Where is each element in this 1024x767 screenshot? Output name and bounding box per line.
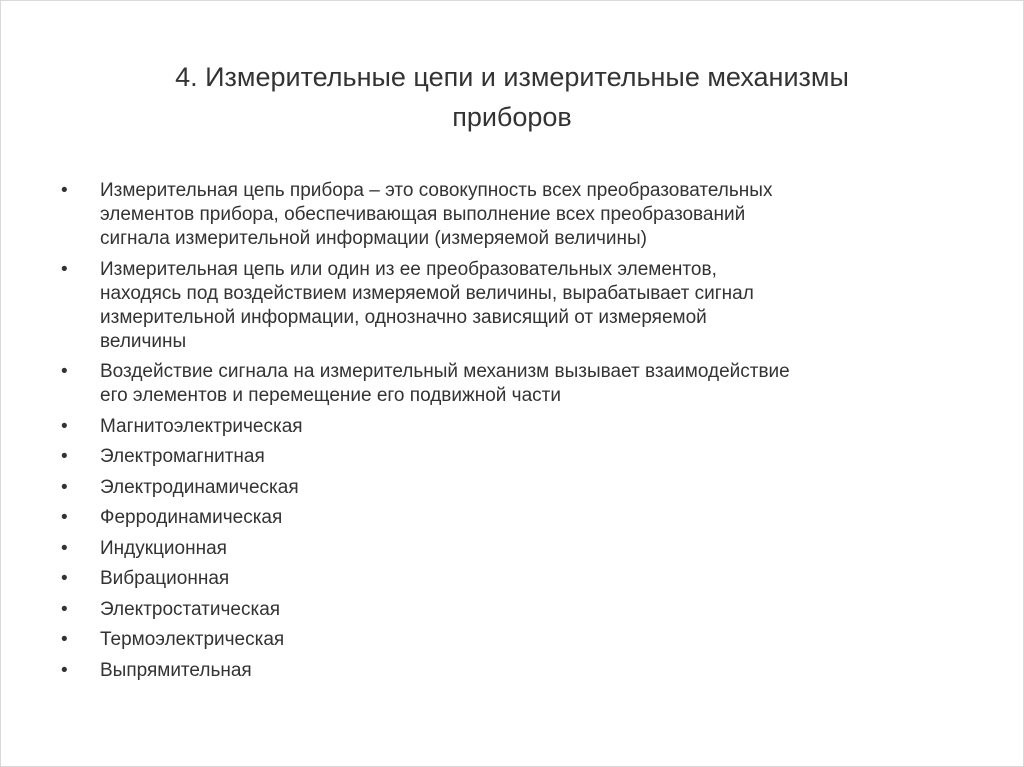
bullet-dot-icon: • xyxy=(61,659,68,681)
bullet-item xyxy=(61,179,981,251)
bullet-text-line: измерительной информации, однозначно зависящий от измеряемой xyxy=(100,306,707,328)
bullet-item xyxy=(61,476,981,500)
title-line-2: приборов xyxy=(452,102,572,132)
bullet-text-line: Измерительная цепь прибора – это совокупность всех преобразовательных xyxy=(100,180,773,201)
title-line-1: 4. Измерительные цепи и измерительные механизмы xyxy=(175,62,849,92)
slide-title xyxy=(61,57,963,137)
bullet-dot-icon: • xyxy=(61,476,68,498)
bullet-dot-icon: • xyxy=(61,507,68,528)
bullet-text-line: величины xyxy=(100,330,187,352)
bullet-text-line: сигнала измерительной информации (измеряемой величины) xyxy=(100,228,647,249)
bullet-dot-icon: • xyxy=(61,629,68,650)
bullet-list xyxy=(61,179,981,689)
bullet-text-line: Электродинамическая xyxy=(100,476,299,498)
bullet-item xyxy=(61,445,981,469)
bullet-item xyxy=(61,598,981,622)
bullet-text-line: Измерительная цепь или один из ее преобразовательных элементов, xyxy=(100,258,717,280)
bullet-dot-icon: • xyxy=(61,180,68,201)
bullet-item xyxy=(61,258,981,354)
bullet-dot-icon: • xyxy=(61,258,68,280)
bullet-dot-icon: • xyxy=(61,446,68,467)
bullet-text-line: Воздействие сигнала на измерительный механизм вызывает взаимодействие xyxy=(100,361,790,382)
bullet-dot-icon: • xyxy=(61,415,68,437)
bullet-item xyxy=(61,360,981,408)
bullet-text-line: Электромагнитная xyxy=(100,446,265,467)
bullet-dot-icon: • xyxy=(61,598,68,620)
bullet-item xyxy=(61,415,981,439)
bullet-text-line: Вибрационная xyxy=(100,568,230,589)
bullet-dot-icon: • xyxy=(61,568,68,589)
bullet-dot-icon: • xyxy=(61,361,68,382)
bullet-text-line: Электростатическая xyxy=(100,598,281,620)
bullet-dot-icon: • xyxy=(61,537,68,559)
bullet-item xyxy=(61,537,981,561)
bullet-text-line: Ферродинамическая xyxy=(100,507,283,528)
bullet-item xyxy=(61,628,981,652)
bullet-text-line: элементов прибора, обеспечивающая выполнение всех преобразований xyxy=(100,204,746,225)
bullet-text-line: находясь под воздействием измеряемой величины, вырабатывает сигнал xyxy=(100,282,754,304)
bullet-text-line: Выпрямительная xyxy=(100,659,252,681)
bullet-text-line: его элементов и перемещение его подвижной части xyxy=(100,385,561,406)
bullet-item xyxy=(61,659,981,683)
bullet-text-line: Индукционная xyxy=(100,537,227,559)
bullet-item xyxy=(61,506,981,530)
bullet-text-line: Магнитоэлектрическая xyxy=(100,415,303,437)
bullet-item xyxy=(61,567,981,591)
bullet-text-line: Термоэлектрическая xyxy=(100,629,285,650)
